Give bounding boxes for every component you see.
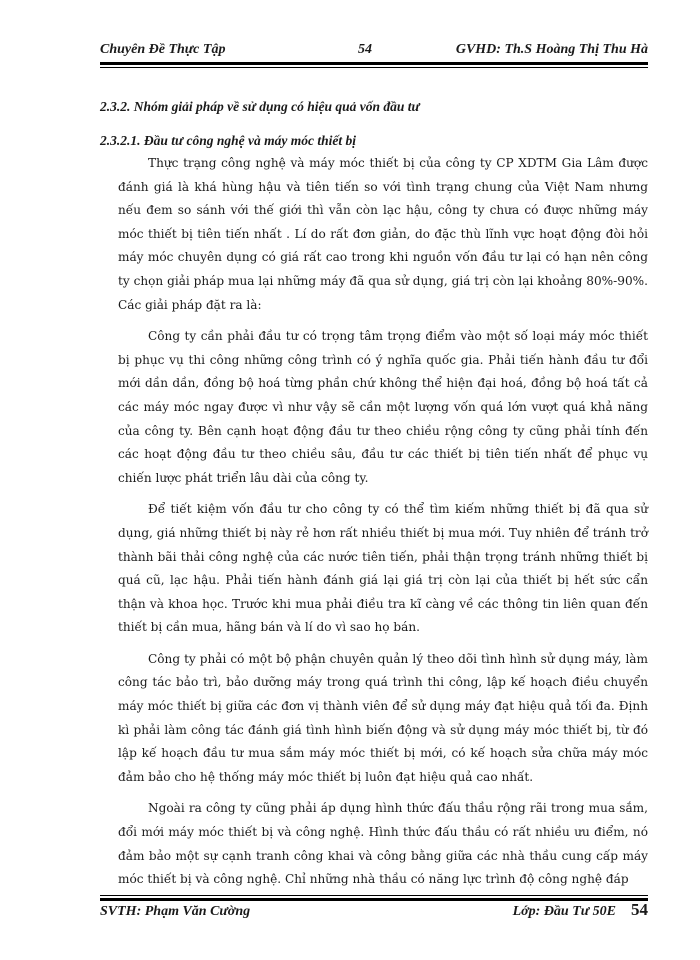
body-text	[118, 152, 648, 900]
footer-class: Lớp: Đầu Tư 50E	[512, 904, 616, 919]
paragraph: Ngoài ra công ty cũng phải áp dụng hình thức đấu thầu rộng rãi trong mua sắm, đổi mới máy móc thiết bị và công nghệ. Hình thức đấu thầu có rất nhiều ưu điểm, nó đảm bảo một sự cạnh tranh công khai và công bằng giữa các nhà thầu cung cấp máy móc thiết bị và công nghệ. Chỉ những nhà thầu có năng lực trình độ công nghệ đáp	[118, 801, 648, 887]
paragraph: Để tiết kiệm vốn đầu tư cho công ty có thể tìm kiếm những thiết bị đã qua sử dụng, giá những thiết bị này rẻ hơn rất nhiều thiết bị mua mới. Tuy nhiên để tránh trở thành bãi thải công nghệ của các nước tiên tiến, phải thận trọng tránh những thiết bị quá cũ, lạc hậu. Phải tiến hành đánh giá lại giá trị còn lại của thiết bị hết sức cẩn thận và khoa học. Trước khi mua phải điều tra kĩ càng về các thông tin liên quan đến thiết bị cần mua, hãng bán và lí do vì sao họ bán.	[118, 502, 648, 635]
page-header	[100, 38, 648, 62]
section-heading: 2.3.2. Nhóm giải pháp về sử dụng có hiệu quả vốn đầu tư	[100, 99, 420, 114]
header-page-number: 54	[358, 42, 372, 57]
header-rule-thick	[100, 62, 648, 65]
header-course-title: Chuyên Đề Thực Tập	[100, 42, 226, 57]
paragraph: Công ty phải có một bộ phận chuyên quản lý theo dõi tình hình sử dụng máy, làm công tác bảo trì, bảo dưỡng máy trong quá trình thi công, lập kế hoạch điều chuyển máy móc thiết bị giữa các đơn vị thành viên để sử dụng máy đạt hiệu quả tối đa. Định kì phải làm công tác đánh giá tình hình biến động và sử dụng máy móc thiết bị, từ đó lập kế hoạch đầu tư mua sắm máy móc thiết bị mới, có kế hoạch sửa chữa máy móc đảm bảo cho hệ thống máy móc thiết bị luôn đạt hiệu quả cao nhất.	[118, 651, 648, 784]
subsection-heading: 2.3.2.1. Đầu tư công nghệ và máy móc thiết bị	[100, 133, 356, 148]
footer-student: SVTH: Phạm Văn Cường	[100, 904, 251, 919]
footer-rule-thin	[100, 895, 648, 896]
footer-page-number: 54	[631, 900, 648, 919]
footer-rule-thick	[100, 898, 648, 901]
paragraph: Thực trạng công nghệ và máy móc thiết bị của công ty CP XDTM Gia Lâm được đánh giá là khá hùng hậu và tiên tiến so với tình trạng chung của Việt Nam nhưng nếu đem so sánh với thế giới thì vẫn còn lạc hậu, công ty chưa có được những máy móc thiết bị tiên tiến nhất . Lí do rất đơn giản, do đặc thù lĩnh vực hoạt động đòi hỏi máy móc chuyên dụng có giá rất cao trong khi nguồn vốn đầu tư lại có hạn nên công ty chọn giải pháp mua lại những máy đã qua sử dụng, giá trị còn lại khoảng 80%-90%. Các giải pháp đặt ra là:	[118, 156, 648, 312]
paragraph: Công ty cần phải đầu tư có trọng tâm trọng điểm vào một số loại máy móc thiết bị phục vụ thi công những công trình có ý nghĩa quốc gia. Phải tiến hành đầu tư đổi mới dần dần, đồng bộ hoá từng phần chứ không thể hiện đại hoá, đồng bộ hoá tất cả các máy móc ngay được vì như vậy sẽ cần một lượng vốn quá lớn vượt quá khả năng của công ty. Bên cạnh hoạt động đầu tư theo chiều rộng công ty cũng phải tính đến các hoạt động đầu tư theo chiều sâu, đầu tư các thiết bị tiên tiến nhất để phục vụ chiến lược phát triển lâu dài của công ty.	[118, 329, 648, 485]
header-rule-thin	[100, 67, 648, 68]
header-advisor: GVHD: Th.S Hoàng Thị Thu Hà	[455, 42, 648, 57]
page-footer	[100, 902, 648, 926]
